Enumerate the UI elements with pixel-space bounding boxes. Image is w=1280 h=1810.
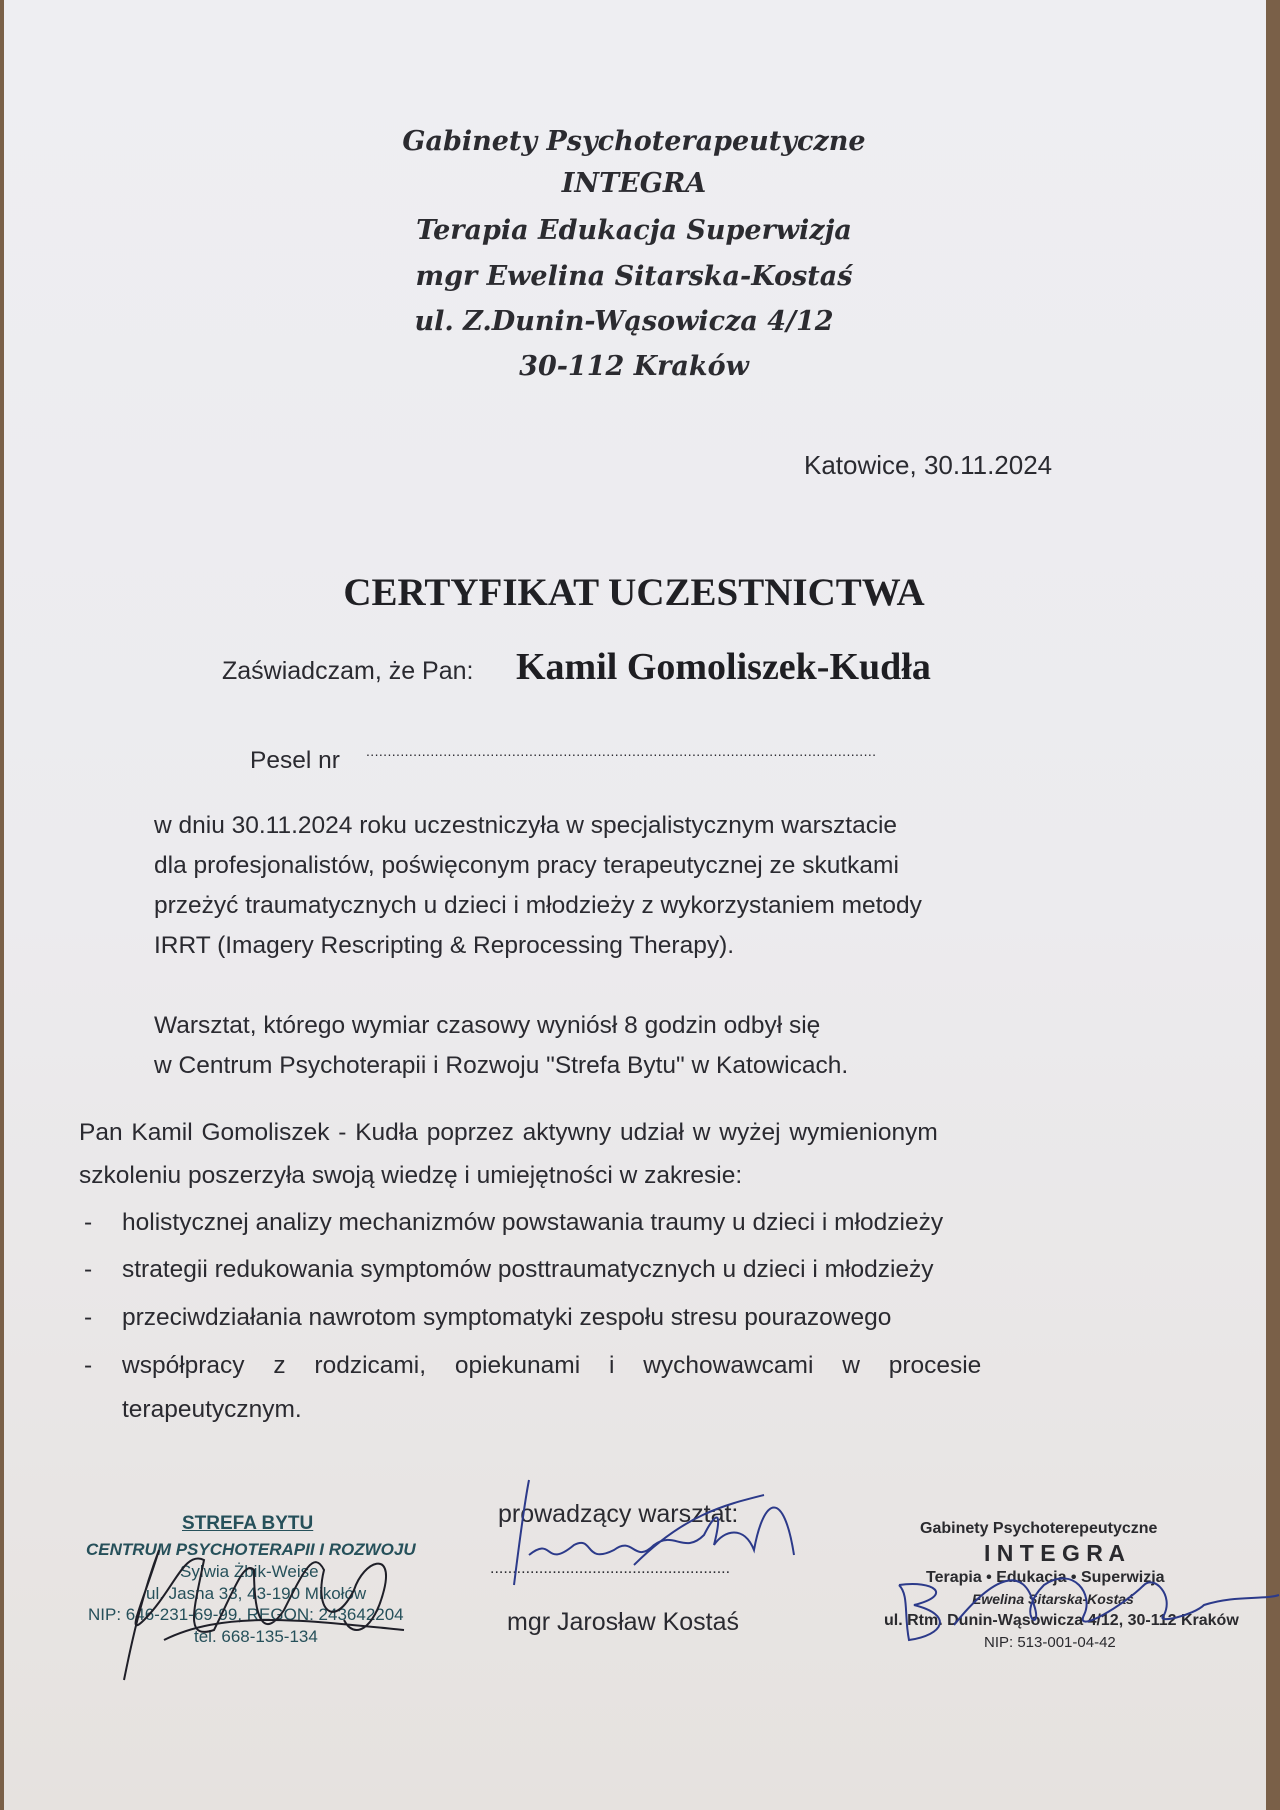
list-item: współpracy z rodzicami, opiekunami i wychowawcami w procesie <box>122 1352 982 1379</box>
paragraph-line: przeżyć traumatycznych u dzieci i młodzieży z wykorzystaniem metody <box>154 892 922 919</box>
stamp-text: tel. 668-135-134 <box>194 1627 318 1646</box>
paragraph-line: IRRT (Imagery Rescripting & Reprocessing Therapy). <box>154 932 735 959</box>
paragraph-line: dla profesjonalistów, poświęconym pracy terapeutycznej ze skutkami <box>154 852 899 879</box>
list-item: terapeutycznym. <box>122 1396 302 1423</box>
pesel-field: ....................................................................................................................... <box>366 743 877 759</box>
signature-right <box>894 1555 1280 1645</box>
stamp-text: CENTRUM PSYCHOTERAPII I ROZWOJU <box>86 1540 416 1559</box>
stamp-text: STREFA BYTU <box>182 1513 314 1534</box>
header-line: 30-112 Kraków <box>519 351 749 382</box>
certify-prefix: Zaświadczam, że Pan: <box>222 657 474 685</box>
stamp-text: ul. Jasna 33, 43-190 Mikołów <box>146 1584 367 1603</box>
signature-center <box>484 1475 814 1595</box>
paragraph-line: Pan Kamil Gomoliszek - Kudła poprzez aktywny udział w wyżej wymienionym <box>79 1119 938 1146</box>
signature-dots: ...................................................... <box>490 1560 731 1577</box>
bullet-marker: - <box>84 1352 93 1379</box>
bullet-marker: - <box>84 1304 93 1331</box>
stamp-text: Gabinety Psychoterepeutyczne <box>920 1520 1158 1537</box>
signature-left <box>104 1530 424 1690</box>
certificate-page <box>4 0 1266 1810</box>
paragraph-line: szkoleniu poszerzyła swoją wiedzę i umiejętności w zakresie: <box>79 1162 743 1189</box>
header-line: ul. Z.Dunin-Wąsowicza 4/12 <box>414 306 834 337</box>
bullet-marker: - <box>84 1256 93 1283</box>
signatory-name: mgr Jarosław Kostaś <box>507 1608 740 1636</box>
bullet-marker: - <box>84 1209 93 1236</box>
date: Katowice, 30.11.2024 <box>804 450 1053 480</box>
header-line: INTEGRA <box>561 168 707 199</box>
list-item: holistycznej analizy mechanizmów powstawania traumy u dzieci i młodzieży <box>122 1209 944 1236</box>
paragraph-line: Warsztat, którego wymiar czasowy wyniósł 8 godzin odbył się <box>154 1012 821 1039</box>
paragraph-line: w dniu 30.11.2024 roku uczestniczyła w specjalistycznym warsztacie <box>154 812 898 839</box>
participant-name: Kamil Gomoliszek-Kudła <box>516 646 931 688</box>
certificate-title: CERTYFIKAT UCZESTNICTWA <box>343 571 925 614</box>
stamp-text: NIP: 646-231-69-99, REGON: 243642204 <box>88 1605 404 1624</box>
header-line: Terapia Edukacja Superwizja <box>416 215 852 246</box>
header-line: Gabinety Psychoterapeutyczne <box>402 126 866 157</box>
stamp-text: NIP: 513-001-04-42 <box>984 1634 1116 1651</box>
list-item: strategii redukowania symptomów posttraumatycznych u dzieci i młodzieży <box>122 1256 934 1283</box>
list-item: przeciwdziałania nawrotom symptomatyki zespołu stresu pourazowego <box>122 1304 892 1331</box>
stamp-text: Terapia • Edukacja • Superwizja <box>926 1569 1165 1586</box>
stamp-text: Ewelina Sitarska-Kostaś <box>972 1591 1134 1607</box>
paragraph-line: w Centrum Psychoterapii i Rozwoju "Strefa Bytu" w Katowicach. <box>154 1052 849 1079</box>
header-line: mgr Ewelina Sitarska-Kostaś <box>415 261 853 292</box>
pesel-label: Pesel nr <box>250 747 340 774</box>
stamp-text: ul. Rtm. Dunin-Wąsowicza 4/12, 30-112 Kraków <box>884 1612 1239 1629</box>
signature-label: prowadzący warsztat: <box>498 1500 739 1528</box>
stamp-text: I N T E G R A <box>984 1540 1125 1566</box>
stamp-text: Sylwia Żbik-Weise <box>180 1562 319 1581</box>
